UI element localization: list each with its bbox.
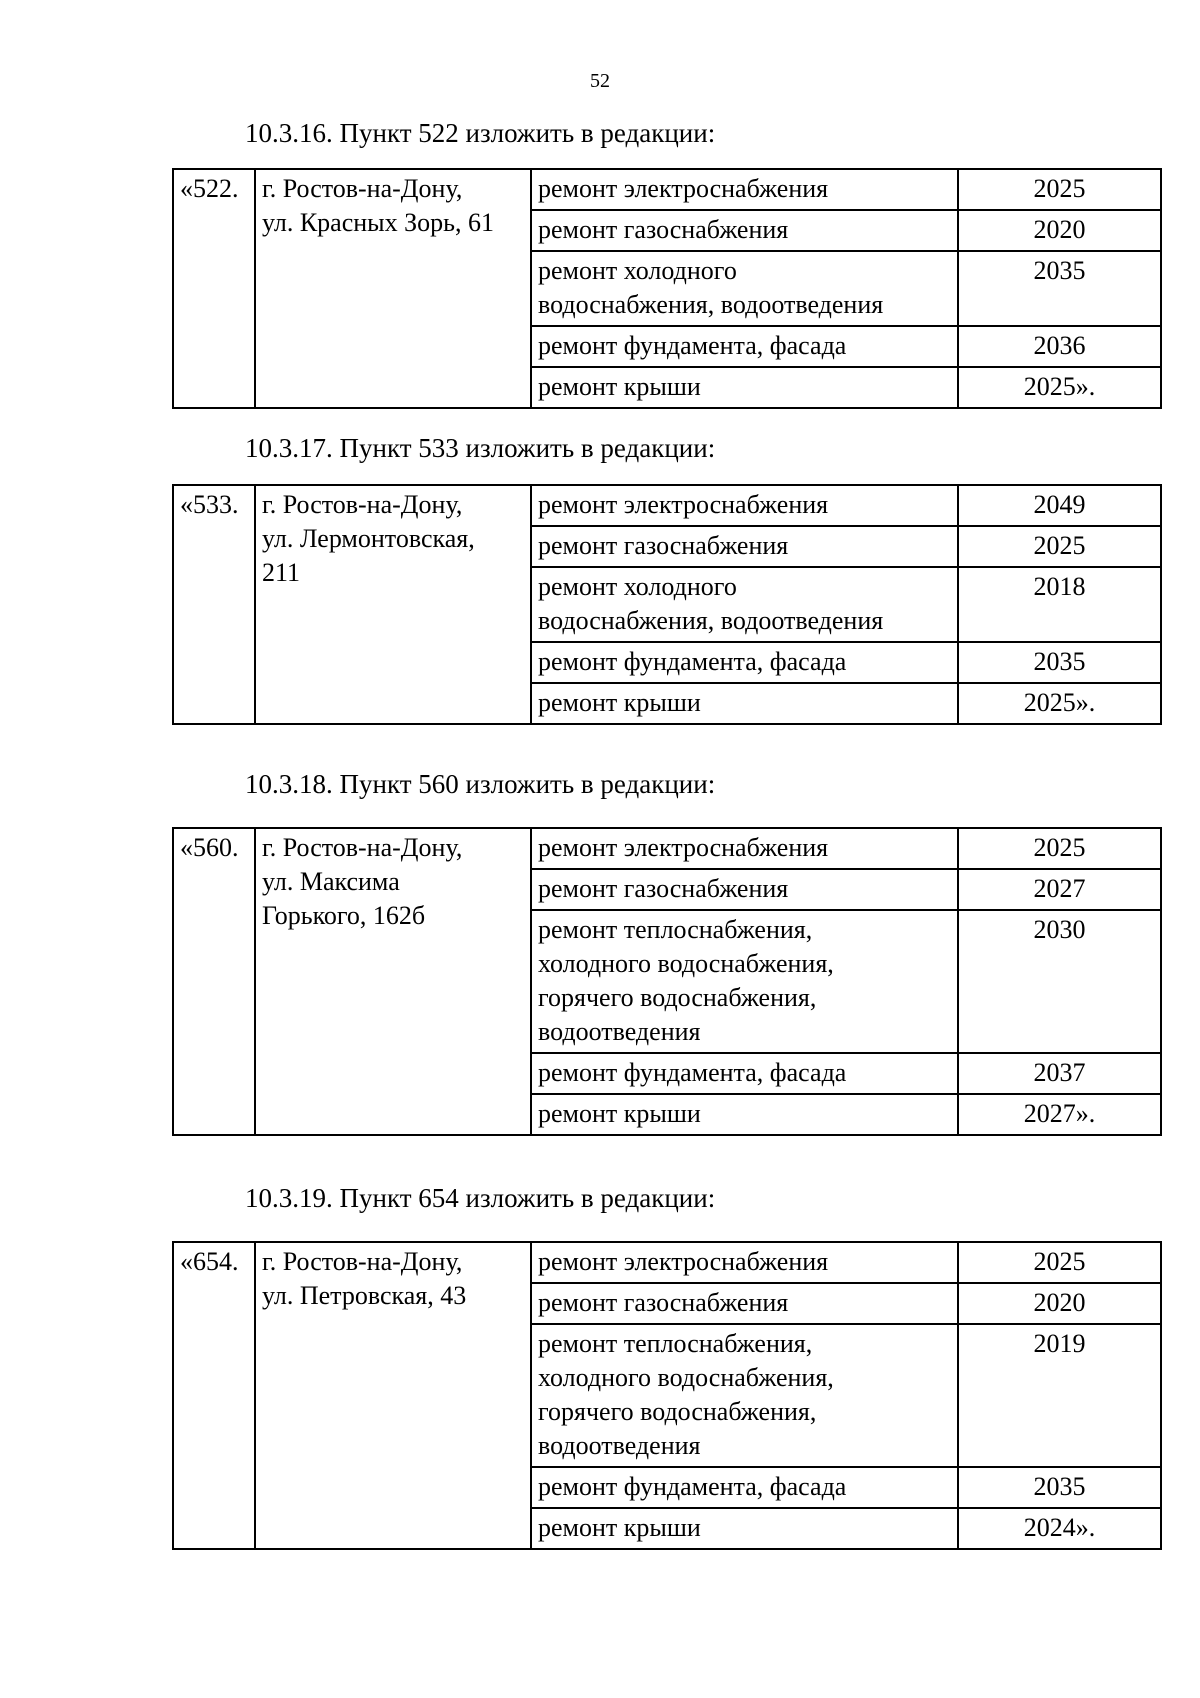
address-cell xyxy=(255,169,531,408)
work-type-cell xyxy=(531,485,958,526)
address-cell xyxy=(255,1242,531,1549)
work-type-line: ремонт газоснабжения xyxy=(538,1288,789,1317)
work-type-line: ремонт электроснабжения xyxy=(538,833,829,862)
work-type-line: холодного водоснабжения, xyxy=(538,1363,834,1392)
work-type-cell xyxy=(531,251,958,326)
work-type-cell xyxy=(531,642,958,683)
section-heading: 10.3.18. Пункт 560 изложить в редакции: xyxy=(245,769,716,799)
table-row xyxy=(173,169,1161,210)
year-cell: 2025 xyxy=(958,526,1161,567)
year-cell: 2025». xyxy=(958,683,1161,724)
work-type-cell xyxy=(531,1094,958,1135)
section-heading: 10.3.17. Пункт 533 изложить в редакции: xyxy=(245,433,716,463)
year-cell: 2024». xyxy=(958,1508,1161,1549)
year-cell: 2025». xyxy=(958,367,1161,408)
work-type-line: горячего водоснабжения, xyxy=(538,1397,817,1426)
year-cell: 2035 xyxy=(958,1467,1161,1508)
work-type-line: ремонт крыши xyxy=(538,1099,701,1128)
work-type-line: ремонт фундамента, фасада xyxy=(538,1472,847,1501)
year-cell: 2036 xyxy=(958,326,1161,367)
year-cell: 2030 xyxy=(958,910,1161,1053)
year-cell: 2025 xyxy=(958,1242,1161,1283)
year-cell: 2035 xyxy=(958,251,1161,326)
work-type-cell xyxy=(531,326,958,367)
work-type-line: ремонт холодного xyxy=(538,256,737,285)
year-cell: 2027». xyxy=(958,1094,1161,1135)
table-row xyxy=(173,828,1161,869)
item-number: «654. xyxy=(173,1242,255,1549)
work-type-cell xyxy=(531,169,958,210)
page-number: 52 xyxy=(590,70,610,92)
work-type-cell xyxy=(531,1283,958,1324)
work-type-line: ремонт теплоснабжения, xyxy=(538,1329,813,1358)
amendment-table-wrap xyxy=(172,484,1160,725)
amendment-table-wrap xyxy=(172,168,1160,409)
amendment-table xyxy=(172,484,1162,725)
work-type-line: ремонт холодного xyxy=(538,572,737,601)
work-type-cell xyxy=(531,869,958,910)
work-type-cell xyxy=(531,526,958,567)
work-type-cell xyxy=(531,910,958,1053)
work-type-cell xyxy=(531,1324,958,1467)
work-type-line: ремонт электроснабжения xyxy=(538,1247,829,1276)
work-type-cell xyxy=(531,1242,958,1283)
work-type-cell xyxy=(531,1467,958,1508)
year-cell: 2019 xyxy=(958,1324,1161,1467)
work-type-cell xyxy=(531,683,958,724)
work-type-line: ремонт крыши xyxy=(538,688,701,717)
work-type-cell xyxy=(531,367,958,408)
address-line: ул. Лермонтовская, xyxy=(262,524,475,553)
work-type-line: водоснабжения, водоотведения xyxy=(538,606,884,635)
work-type-cell xyxy=(531,1053,958,1094)
address-line: г. Ростов-на-Дону, xyxy=(262,833,463,862)
work-type-line: ремонт крыши xyxy=(538,372,701,401)
address-line: г. Ростов-на-Дону, xyxy=(262,174,463,203)
address-line: Горького, 162б xyxy=(262,901,426,930)
work-type-line: водоснабжения, водоотведения xyxy=(538,290,884,319)
work-type-line: горячего водоснабжения, xyxy=(538,983,817,1012)
address-line: г. Ростов-на-Дону, xyxy=(262,490,463,519)
amendment-table xyxy=(172,168,1162,409)
address-line: 211 xyxy=(262,558,301,587)
work-type-cell xyxy=(531,828,958,869)
work-type-line: водоотведения xyxy=(538,1017,701,1046)
item-number: «533. xyxy=(173,485,255,724)
work-type-line: ремонт фундамента, фасада xyxy=(538,1058,847,1087)
work-type-line: ремонт газоснабжения xyxy=(538,531,789,560)
year-cell: 2018 xyxy=(958,567,1161,642)
amendment-table xyxy=(172,1241,1162,1550)
address-line: г. Ростов-на-Дону, xyxy=(262,1247,463,1276)
work-type-cell xyxy=(531,210,958,251)
table-row xyxy=(173,485,1161,526)
address-line: ул. Петровская, 43 xyxy=(262,1281,467,1310)
work-type-cell xyxy=(531,567,958,642)
work-type-line: ремонт электроснабжения xyxy=(538,174,829,203)
item-number: «560. xyxy=(173,828,255,1135)
year-cell: 2049 xyxy=(958,485,1161,526)
address-cell xyxy=(255,828,531,1135)
work-type-line: ремонт фундамента, фасада xyxy=(538,647,847,676)
year-cell: 2020 xyxy=(958,210,1161,251)
year-cell: 2025 xyxy=(958,169,1161,210)
address-cell xyxy=(255,485,531,724)
work-type-cell xyxy=(531,1508,958,1549)
work-type-line: холодного водоснабжения, xyxy=(538,949,834,978)
section-heading: 10.3.16. Пункт 522 изложить в редакции: xyxy=(245,118,716,148)
work-type-line: ремонт электроснабжения xyxy=(538,490,829,519)
section-heading: 10.3.19. Пункт 654 изложить в редакции: xyxy=(245,1183,716,1213)
work-type-line: ремонт теплоснабжения, xyxy=(538,915,813,944)
amendment-table-wrap xyxy=(172,1241,1160,1550)
year-cell: 2035 xyxy=(958,642,1161,683)
year-cell: 2025 xyxy=(958,828,1161,869)
address-line: ул. Максима xyxy=(262,867,400,896)
year-cell: 2020 xyxy=(958,1283,1161,1324)
work-type-line: ремонт крыши xyxy=(538,1513,701,1542)
work-type-line: ремонт фундамента, фасада xyxy=(538,331,847,360)
amendment-table xyxy=(172,827,1162,1136)
work-type-line: водоотведения xyxy=(538,1431,701,1460)
address-line: ул. Красных Зорь, 61 xyxy=(262,208,495,237)
work-type-line: ремонт газоснабжения xyxy=(538,215,789,244)
year-cell: 2037 xyxy=(958,1053,1161,1094)
work-type-line: ремонт газоснабжения xyxy=(538,874,789,903)
item-number: «522. xyxy=(173,169,255,408)
amendment-table-wrap xyxy=(172,827,1160,1136)
table-row xyxy=(173,1242,1161,1283)
year-cell: 2027 xyxy=(958,869,1161,910)
